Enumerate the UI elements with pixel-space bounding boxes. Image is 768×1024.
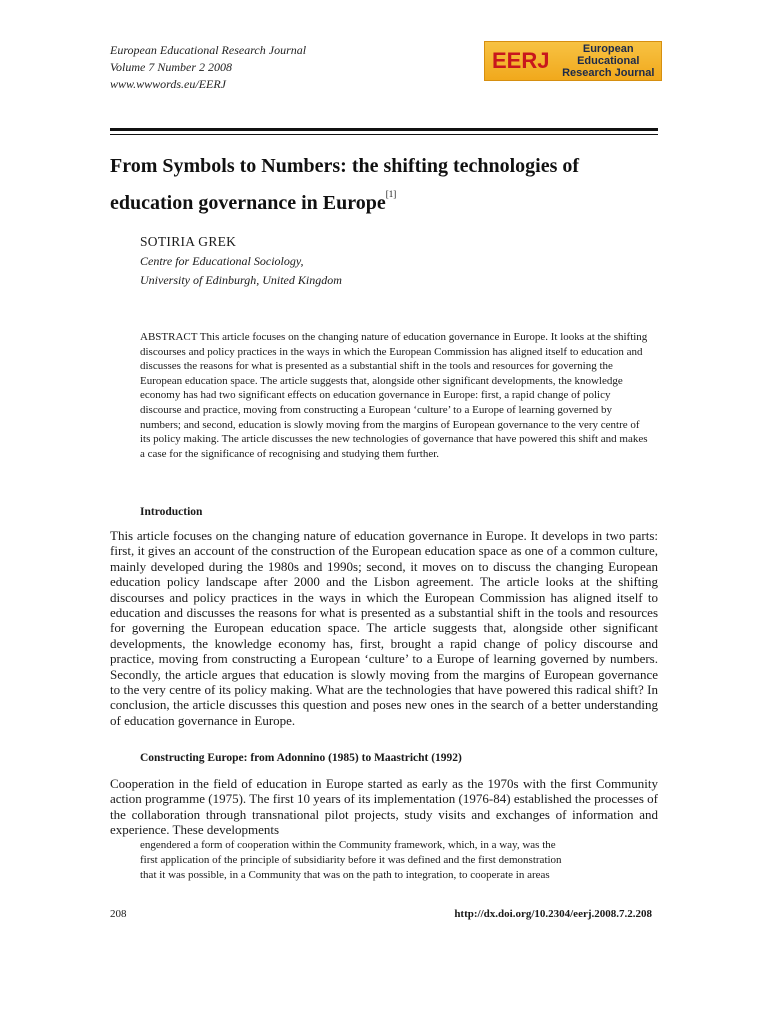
quote-line: engendered a form of cooperation within the Community framework, which, in a way, was the [140,839,556,851]
author-name: SOTIRIA GREK [140,234,237,249]
logo-abbrev: EERJ [492,48,550,73]
abstract: ABSTRACT This article focuses on the changing nature of education governance in Europe. It looks at the shifting discourses and policy practices in the ways in which the European Commission has aligned itself to education and discusses the reasons for what is presented as a substantial shift in the tools and resources for governing the European education space. The article suggests that, alongside other significant developments, the knowledge economy has had two significant effects on education governance in Europe: first, a rapid change of policy discourse and practice, moving from constructing a European ‘culture’ to a Europe of learning governed by numbers; and second, education is slowly moving from the margins of European governance to the very centre of its policy making. The article discusses the new technologies of governance that have powered this shift and makes a case for the significance of recognising and studying them further. [140,331,648,460]
title-footnote-mark: [1] [385,189,397,199]
author-affiliation [140,252,342,290]
logo-name [555,43,661,79]
logo-name-line1: European Educational [577,43,640,67]
introduction-paragraph: This article focuses on the changing nature of education governance in Europe. It develops in two parts: first, it gives an account of the construction of the European education space as one of a common culture, mainly developed during the 1980s and 1990s; second, it moves on to discuss the changing European education policy landscape after 2000 and the Lisbon agreement. The article looks at the shifting discourses and policy practices in the ways in which the European Commission has aligned itself to education and discusses the reasons for what is presented as a substantial shift in the tools and resources for governing the European education space. The article suggests that, alongside other significant developments, the knowledge economy has, first, brought a rapid change of policy discourse and practice, moving from constructing a European ‘culture’ to a Europe of learning governed by numbers. Secondly, the article argues that education is slowly moving from the margins of European governance to the very centre of its policy making. What are the technologies that have powered this radical shift? In conclusion, the article discusses this question and poses new ones in the search of a better understanding of education governance in Europe. [110,528,658,728]
header-rule [110,128,658,131]
journal-info [110,42,306,93]
affiliation-line-2: University of Edinburgh, United Kingdom [140,273,342,287]
quote-line: that it was possible, in a Community that was on the path to integration, to cooperate in areas [140,869,550,882]
affiliation-line-1: Centre for Educational Sociology, [140,254,304,268]
page-number: 208 [110,908,127,920]
journal-logo [484,41,662,81]
quote-line: first application of the principle of subsidiarity before it was defined and the first demonstration [140,854,562,867]
article-title-text: From Symbols to Numbers: the shifting technologies of education governance in Europe [110,155,580,214]
block-quote [140,838,660,884]
header-rule-thin [110,134,658,135]
journal-url: www.wwwords.eu/EERJ [110,77,227,91]
journal-name: European Educational Research Journal [110,43,307,57]
logo-name-line2: Research Journal [562,67,655,79]
doi-link[interactable]: http://dx.doi.org/10.2304/eerj.2008.7.2.208 [454,908,652,920]
cooperation-paragraph: Cooperation in the field of education in Europe started as early as the 1970s with the first Community action programme (1975). The first 10 years of its implementation (1976-84) established the processes of the collaboration through transnational pilot projects, study visits and exchanges of information and experience. These developments [110,776,658,838]
introduction-heading: Introduction [140,506,203,518]
article-title [110,152,630,217]
journal-volume: Volume 7 Number 2 2008 [110,60,232,74]
constructing-europe-heading: Constructing Europe: from Adonnino (1985) to Maastricht (1992) [140,752,462,764]
